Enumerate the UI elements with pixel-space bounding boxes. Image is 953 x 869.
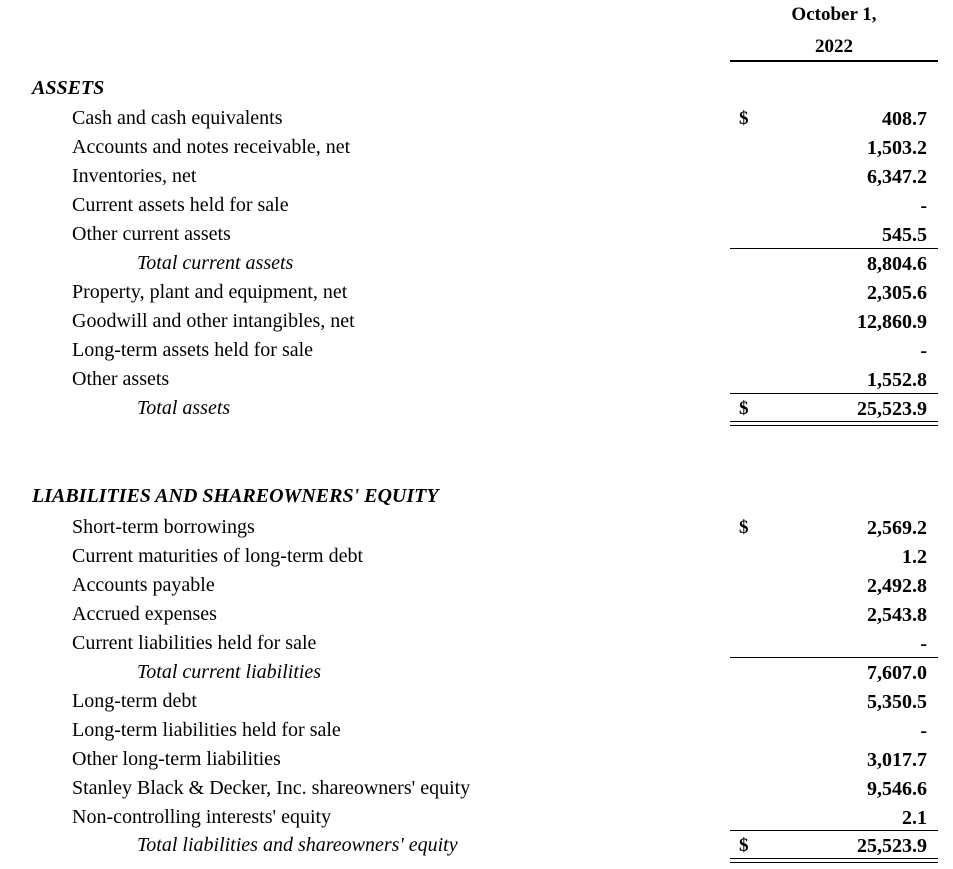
- asset-row-receivables: [0, 133, 953, 162]
- row-label: Total current liabilities: [137, 661, 322, 683]
- row-amount: -: [920, 195, 927, 217]
- liabilities-section-title: LIABILITIES AND SHAREOWNERS' EQUITY: [32, 485, 439, 507]
- row-label: Total liabilities and shareowners' equity: [137, 834, 458, 856]
- row-label: Accrued expenses: [72, 603, 217, 625]
- column-header-year: 2022: [815, 36, 853, 57]
- asset-row-other-current: [0, 220, 953, 249]
- assets-section-title: ASSETS: [32, 77, 105, 99]
- row-label: Current liabilities held for sale: [72, 632, 317, 654]
- column-header-rule: [730, 60, 938, 62]
- row-label: Current maturities of long-term debt: [72, 545, 364, 567]
- grand-total-double-rule: [730, 858, 938, 863]
- row-label: Current assets held for sale: [72, 194, 289, 216]
- row-amount: 1,552.8: [867, 369, 927, 391]
- row-amount: 3,017.7: [867, 749, 927, 771]
- row-label: Long-term liabilities held for sale: [72, 719, 341, 741]
- asset-row-total-current: [0, 249, 953, 278]
- asset-row-goodwill: [0, 307, 953, 336]
- row-label: Inventories, net: [72, 165, 197, 187]
- dollar-sign: $: [739, 398, 749, 419]
- liability-row-current-maturities: [0, 542, 953, 571]
- row-amount: 25,523.9: [857, 835, 927, 857]
- row-amount: 8,804.6: [867, 253, 927, 275]
- row-amount: 1,503.2: [867, 137, 927, 159]
- row-amount: 12,860.9: [857, 311, 927, 333]
- liability-row-total-liabilities-equity: [0, 831, 953, 860]
- row-label: Non-controlling interests' equity: [72, 806, 332, 828]
- row-amount: 2,569.2: [867, 517, 927, 539]
- row-label: Other current assets: [72, 223, 231, 245]
- dollar-sign: $: [739, 517, 749, 538]
- asset-row-current-held-for-sale: [0, 191, 953, 220]
- row-amount: -: [920, 633, 927, 655]
- row-amount: 6,347.2: [867, 166, 927, 188]
- row-amount: -: [920, 720, 927, 742]
- dollar-sign: $: [739, 835, 749, 856]
- row-label: Cash and cash equivalents: [72, 107, 283, 129]
- liability-row-accrued-expenses: [0, 600, 953, 629]
- row-amount: -: [920, 340, 927, 362]
- liability-row-noncontrolling: [0, 803, 953, 832]
- row-label: Other assets: [72, 368, 170, 390]
- row-label: Other long-term liabilities: [72, 748, 281, 770]
- row-amount: 5,350.5: [867, 691, 927, 713]
- row-amount: 9,546.6: [867, 778, 927, 800]
- row-label: Short-term borrowings: [72, 516, 255, 538]
- grand-total-double-rule: [730, 421, 938, 426]
- row-amount: 7,607.0: [867, 662, 927, 684]
- asset-row-ppe: [0, 278, 953, 307]
- row-label: Long-term assets held for sale: [72, 339, 314, 361]
- asset-row-other-assets: [0, 365, 953, 394]
- liability-row-sbd-equity: [0, 774, 953, 803]
- row-amount: 408.7: [882, 108, 927, 130]
- liability-row-short-term-borrowings: [0, 513, 953, 542]
- row-amount: 1.2: [902, 546, 927, 568]
- dollar-sign: $: [739, 108, 749, 129]
- row-label: Total current assets: [137, 252, 294, 274]
- liability-row-accounts-payable: [0, 571, 953, 600]
- row-amount: 25,523.9: [857, 398, 927, 420]
- liability-row-long-term-debt: [0, 687, 953, 716]
- column-header-date: October 1,: [791, 4, 877, 25]
- row-label: Total assets: [137, 397, 231, 419]
- row-amount: 545.5: [882, 224, 927, 246]
- liability-row-longterm-held-for-sale: [0, 716, 953, 745]
- liability-row-total-current: [0, 658, 953, 687]
- row-amount: 2,492.8: [867, 575, 927, 597]
- asset-row-longterm-held-for-sale: [0, 336, 953, 365]
- row-label: Long-term debt: [72, 690, 197, 712]
- row-label: Goodwill and other intangibles, net: [72, 310, 355, 332]
- row-amount: 2,543.8: [867, 604, 927, 626]
- row-label: Property, plant and equipment, net: [72, 281, 348, 303]
- asset-row-inventories: [0, 162, 953, 191]
- liability-row-current-held-for-sale: [0, 629, 953, 658]
- row-amount: 2,305.6: [867, 282, 927, 304]
- row-label: Accounts payable: [72, 574, 215, 596]
- asset-row-cash: [0, 104, 953, 133]
- asset-row-total-assets: [0, 394, 953, 423]
- row-label: Accounts and notes receivable, net: [72, 136, 351, 158]
- row-amount: 2.1: [902, 807, 927, 829]
- row-label: Stanley Black & Decker, Inc. shareowners' equity: [72, 777, 471, 799]
- liability-row-other-long-term: [0, 745, 953, 774]
